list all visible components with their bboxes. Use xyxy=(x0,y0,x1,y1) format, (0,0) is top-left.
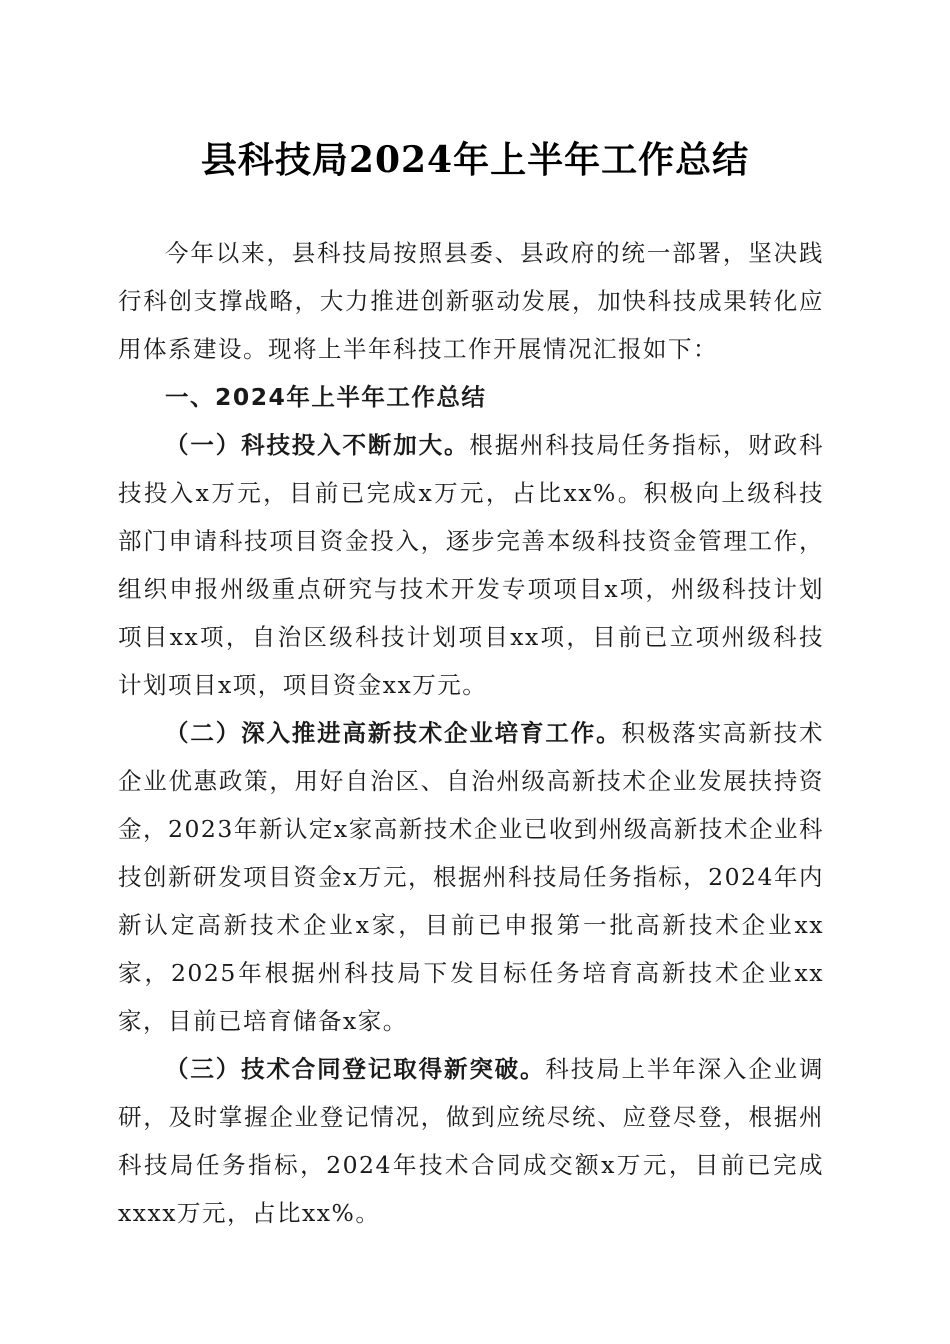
item-paragraph xyxy=(118,1045,824,1237)
document-title: 县科技局2024年上半年工作总结 xyxy=(200,139,750,181)
section-heading: 一、2024年上半年工作总结 xyxy=(165,383,487,411)
intro-paragraph: 今年以来，县科技局按照县委、县政府的统一部署，坚决践行科创支撑战略，大力推进创新驱动发展，加快科技成果转化应用体系建设。现将上半年科技工作开展情况汇报如下： xyxy=(118,239,824,363)
item-lead: （三）技术合同登记取得新突破。 xyxy=(165,1055,546,1083)
item-paragraph xyxy=(118,709,824,1045)
item-text: 根据州科技局任务指标，财政科技投入x万元，目前已完成x万元，占比xx%。积极向上级科技部门申请科技项目资金投入，逐步完善本级科技资金管理工作，组织申报州级重点研究与技术开发专项项目x项，州级科技计划项目xx项，自治区级科技计划项目xx项，目前已立项州级科技计划项目x项，项目资金xx万元。 xyxy=(118,431,825,699)
document-body xyxy=(118,229,824,1237)
item-lead: （二）深入推进高新技术企业培育工作。 xyxy=(165,719,622,747)
item-text: 积极落实高新技术企业优惠政策，用好自治区、自治州级高新技术企业发展扶持资金，2023年新认定x家高新技术企业已收到州级高新技术企业科技创新研发项目资金x万元，根据州科技局任务指标，2024年内新认定高新技术企业x家，目前已申报第一批高新技术企业xx家，2025年根据州科技局下发目标任务培育高新技术企业xx家，目前已培育储备x家。 xyxy=(118,719,825,1035)
item-text: 科技局上半年深入企业调研，及时掌握企业登记情况，做到应统尽统、应登尽登，根据州科技局任务指标，2024年技术合同成交额x万元，目前已完成xxxx万元，占比xx%。 xyxy=(118,1055,825,1227)
item-paragraph xyxy=(118,421,824,709)
item-lead: （一）科技投入不断加大。 xyxy=(165,431,470,459)
